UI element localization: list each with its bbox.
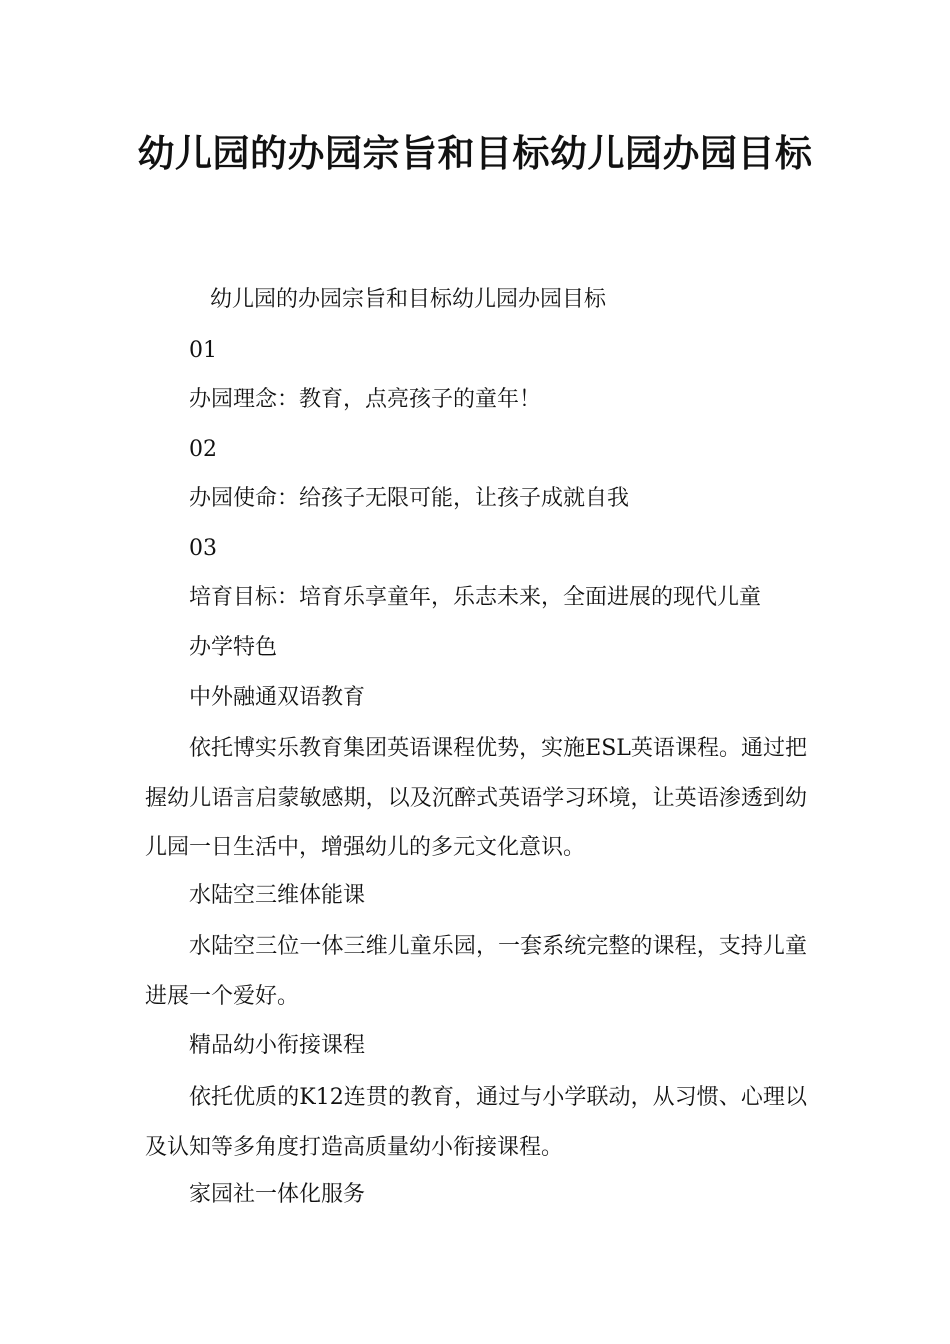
item-text-03: 培育目标：培育乐享童年，乐志未来，全面进展的现代儿童 xyxy=(189,585,762,610)
section-body: 依托博实乐教育集团英语课程优势，实施ESL英语课程。通过把握幼儿语言启蒙敏感期，以及沉醉式英语学习环境，让英语渗透到幼儿园一日生活中，增强幼儿的多元文化意识。 xyxy=(145,736,807,860)
item-number-02: 02 xyxy=(189,437,217,462)
item-number-01: 01 xyxy=(189,338,217,363)
section-heading: 中外融通双语教育 xyxy=(189,685,366,710)
section-heading: 家园社一体化服务 xyxy=(189,1182,366,1207)
document-subtitle: 幼儿园的办园宗旨和目标幼儿园办园目标 xyxy=(210,287,607,312)
section-body: 依托优质的K12连贯的教育，通过与小学联动，从习惯、心理以及认知等多角度打造高质量幼小衔接课程。 xyxy=(145,1085,807,1160)
features-heading: 办学特色 xyxy=(189,635,278,660)
item-text-02: 办园使命：给孩子无限可能，让孩子成就自我 xyxy=(189,486,630,511)
section-heading: 精品幼小衔接课程 xyxy=(189,1033,366,1058)
item-text-01: 办园理念：教育，点亮孩子的童年！ xyxy=(189,387,542,412)
section-body: 水陆空三位一体三维儿童乐园，一套系统完整的课程，支持儿童进展一个爱好。 xyxy=(145,934,807,1009)
section-heading: 水陆空三维体能课 xyxy=(189,883,366,908)
item-number-03: 03 xyxy=(189,536,217,561)
document-title: 幼儿园的办园宗旨和目标幼儿园办园目标 xyxy=(137,132,813,175)
